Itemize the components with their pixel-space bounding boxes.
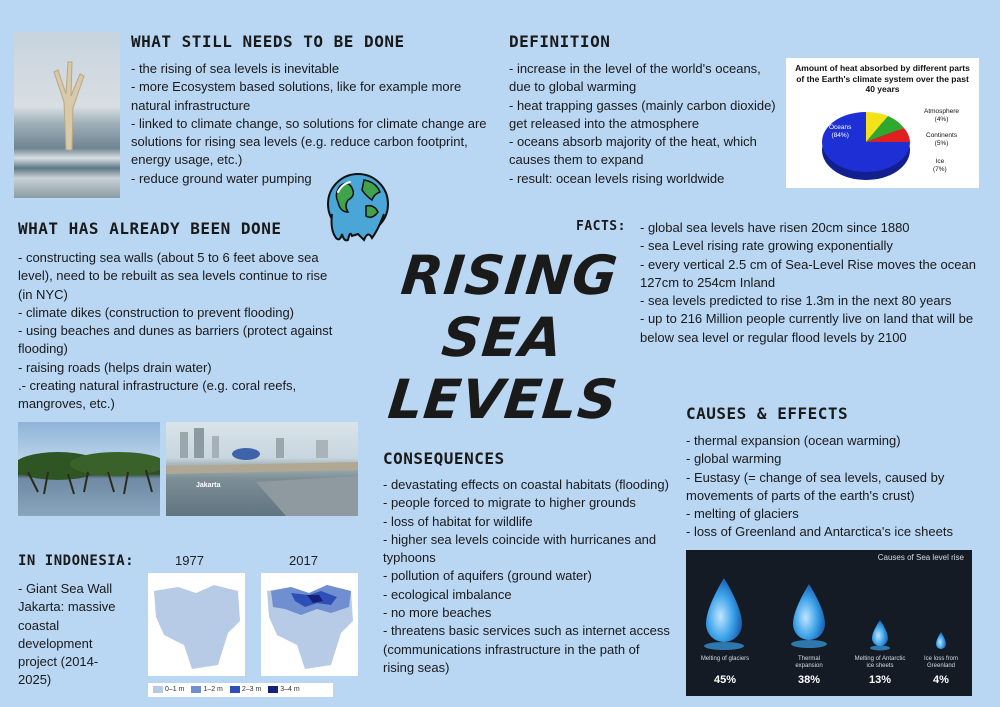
legend-item [268, 686, 299, 693]
jakarta-seawall-photo [166, 422, 358, 516]
title-line: RISING [398, 244, 622, 307]
map-year-1977: 1977 [175, 553, 204, 568]
already-done-item: - raising roads (helps drain water) [18, 359, 212, 375]
atmosphere-label-text: Atmosphere [924, 108, 960, 115]
oceans-label-pct: (84%) [831, 132, 849, 139]
drop-percent: 4% [933, 674, 949, 686]
fact-item: - sea levels predicted to rise 1.3m in the next 80 years [640, 293, 952, 309]
still-to-do-item: - reduce ground water pumping [131, 170, 312, 186]
continents-label [926, 132, 957, 148]
atmosphere-label-pct: (4%) [934, 116, 949, 123]
still-to-do-item: - the rising of sea levels is inevitable [131, 61, 340, 76]
legend-label: 0–1 m [165, 686, 185, 693]
continents-label-pct: (5%) [934, 140, 949, 147]
causes-heading: CAUSES & EFFECTS [686, 404, 849, 423]
legend-item [230, 686, 261, 693]
ice-label-text: Ice [935, 158, 945, 165]
legend-swatch [191, 686, 201, 693]
consequences-list [383, 476, 673, 677]
still-to-do-item: - linked to climate change, so solutions for climate change are solutions for rising sea levels (e.g. reduce carbon footprint, energy usage, etc.) [131, 115, 487, 168]
definition-item: - increase in the level of the world's oceans, due to global warming [509, 61, 761, 95]
drop-percent: 45% [713, 674, 737, 686]
drop-percent: 13% [868, 674, 892, 686]
consequence-item: - ecological imbalance [383, 586, 512, 602]
fact-item: - every vertical 2.5 cm of Sea-Level Rise moves the ocean 127cm to 254cm Inland [640, 256, 976, 290]
definition-heading: DEFINITION [509, 32, 611, 51]
definition-item: - oceans absorb majority of the heat, which causes them to expand [509, 134, 757, 168]
cause-item: - melting of glaciers [686, 506, 799, 522]
consequence-item: - people forced to migrate to higher grounds [383, 495, 636, 511]
already-done-item: - climate dikes (construction to prevent flooding) [18, 304, 295, 320]
drop-caption: Melting of Antarctic ice sheets [854, 656, 906, 669]
consequence-item: - loss of habitat for wildlife [383, 513, 533, 529]
oceans-label [829, 124, 851, 140]
still-to-do-list [131, 60, 496, 188]
atmosphere-label [924, 108, 959, 124]
already-done-item: - constructing sea walls (about 5 to 6 feet above sea level), need to be rebuilt as sea levels continue to rise (in NYC) [18, 250, 328, 302]
drop-antarctic [872, 620, 888, 646]
consequence-item: - higher sea levels coincide with hurricanes and typhoons [383, 531, 657, 566]
drop-caption: Melting of glaciers [700, 656, 750, 662]
oceans-label-text: Oceans [829, 124, 852, 131]
consequences-heading: CONSEQUENCES [383, 449, 505, 468]
indonesia-heading: IN INDONESIA: [18, 553, 135, 569]
cause-item: - Eustasy (= change of sea levels, caused by movements of parts of the earth's crust) [686, 469, 945, 503]
fact-item: - global sea levels have risen 20cm since 1880 [640, 220, 910, 235]
drop-glaciers [706, 578, 742, 642]
title-line: LEVELS [385, 368, 622, 431]
chart-title: Amount of heat absorbed by different parts of the Earth's climate system over the past 40 years [795, 63, 970, 94]
fact-item: - sea Level rising rate growing exponentially [640, 238, 893, 254]
poster-title [385, 245, 620, 431]
already-done-item: - using beaches and dunes as barriers (protect against flooding) [18, 323, 333, 357]
legend-item [153, 686, 184, 693]
cause-item: - global warming [686, 451, 782, 467]
definition-item: - result: ocean levels rising worldwide [509, 170, 725, 186]
cause-item: - thermal expansion (ocean warming) [686, 433, 901, 448]
jakarta-map-1977 [148, 573, 245, 676]
already-done-heading: WHAT HAS ALREADY BEEN DONE [18, 219, 282, 238]
drop-percent: 38% [797, 674, 821, 686]
jakarta-map-2017 [261, 573, 358, 676]
title-line: SEA [438, 306, 567, 369]
drop-greenland [936, 632, 946, 649]
already-done-item: .- creating natural infrastructure (e.g. coral reefs, mangroves, etc.) [18, 378, 297, 412]
consequence-item: - devastating effects on coastal habitats (flooding) [383, 477, 669, 492]
ice-label-pct: (7%) [933, 166, 947, 173]
legend-swatch [153, 686, 163, 693]
consequence-item: - no more beaches [383, 605, 492, 621]
already-done-list [18, 249, 338, 414]
causes-graphic [686, 550, 972, 696]
definition-item: - heat trapping gasses (mainly carbon dioxide) get released into the atmosphere [509, 97, 776, 131]
drop-thermal [793, 584, 825, 640]
consequence-item: - threatens basic services such as internet access (communications infrastructure in the path of rising seas) [383, 623, 670, 675]
map-legend [148, 683, 333, 697]
legend-label: 3–4 m [280, 686, 300, 693]
still-to-do-item: - more Ecosystem based solutions, like for example more natural infrastructure [131, 79, 462, 113]
mangrove-photo [18, 422, 160, 516]
drop-caption: Ice loss from Greenland [923, 656, 958, 669]
cause-item: - loss of Greenland and Antarctica's ice sheets [686, 524, 953, 540]
map-year-2017: 2017 [289, 553, 318, 568]
drop-caption: Thermal expansion [795, 656, 823, 669]
facts-list [640, 219, 980, 347]
fact-item: - up to 216 Million people currently live on land that will be below sea level or regular flood levels by 2100 [640, 311, 974, 345]
melting-globe-icon [322, 170, 394, 248]
continents-label-text: Continents [926, 132, 958, 139]
legend-swatch [230, 686, 240, 693]
legend-swatch [268, 686, 278, 693]
consequence-item: - pollution of aquifers (ground water) [383, 568, 592, 584]
tree-stump-photo [14, 32, 120, 198]
heat-absorption-chart [786, 58, 979, 188]
ice-label [933, 158, 947, 174]
facts-label: FACTS: [576, 219, 626, 234]
photo-caption: Jakarta [196, 482, 221, 489]
causes-list [686, 432, 976, 542]
legend-item [191, 686, 222, 693]
legend-label: 2–3 m [241, 686, 262, 693]
causes-graphic-title: Causes of Sea level rise [877, 553, 964, 562]
still-to-do-heading: WHAT STILL NEEDS TO BE DONE [131, 32, 405, 51]
definition-list [509, 60, 781, 188]
legend-label: 1–2 m [203, 686, 223, 693]
indonesia-text: - Giant Sea Wall Jakarta: massive coastal development project (2014-2025) [18, 581, 116, 688]
